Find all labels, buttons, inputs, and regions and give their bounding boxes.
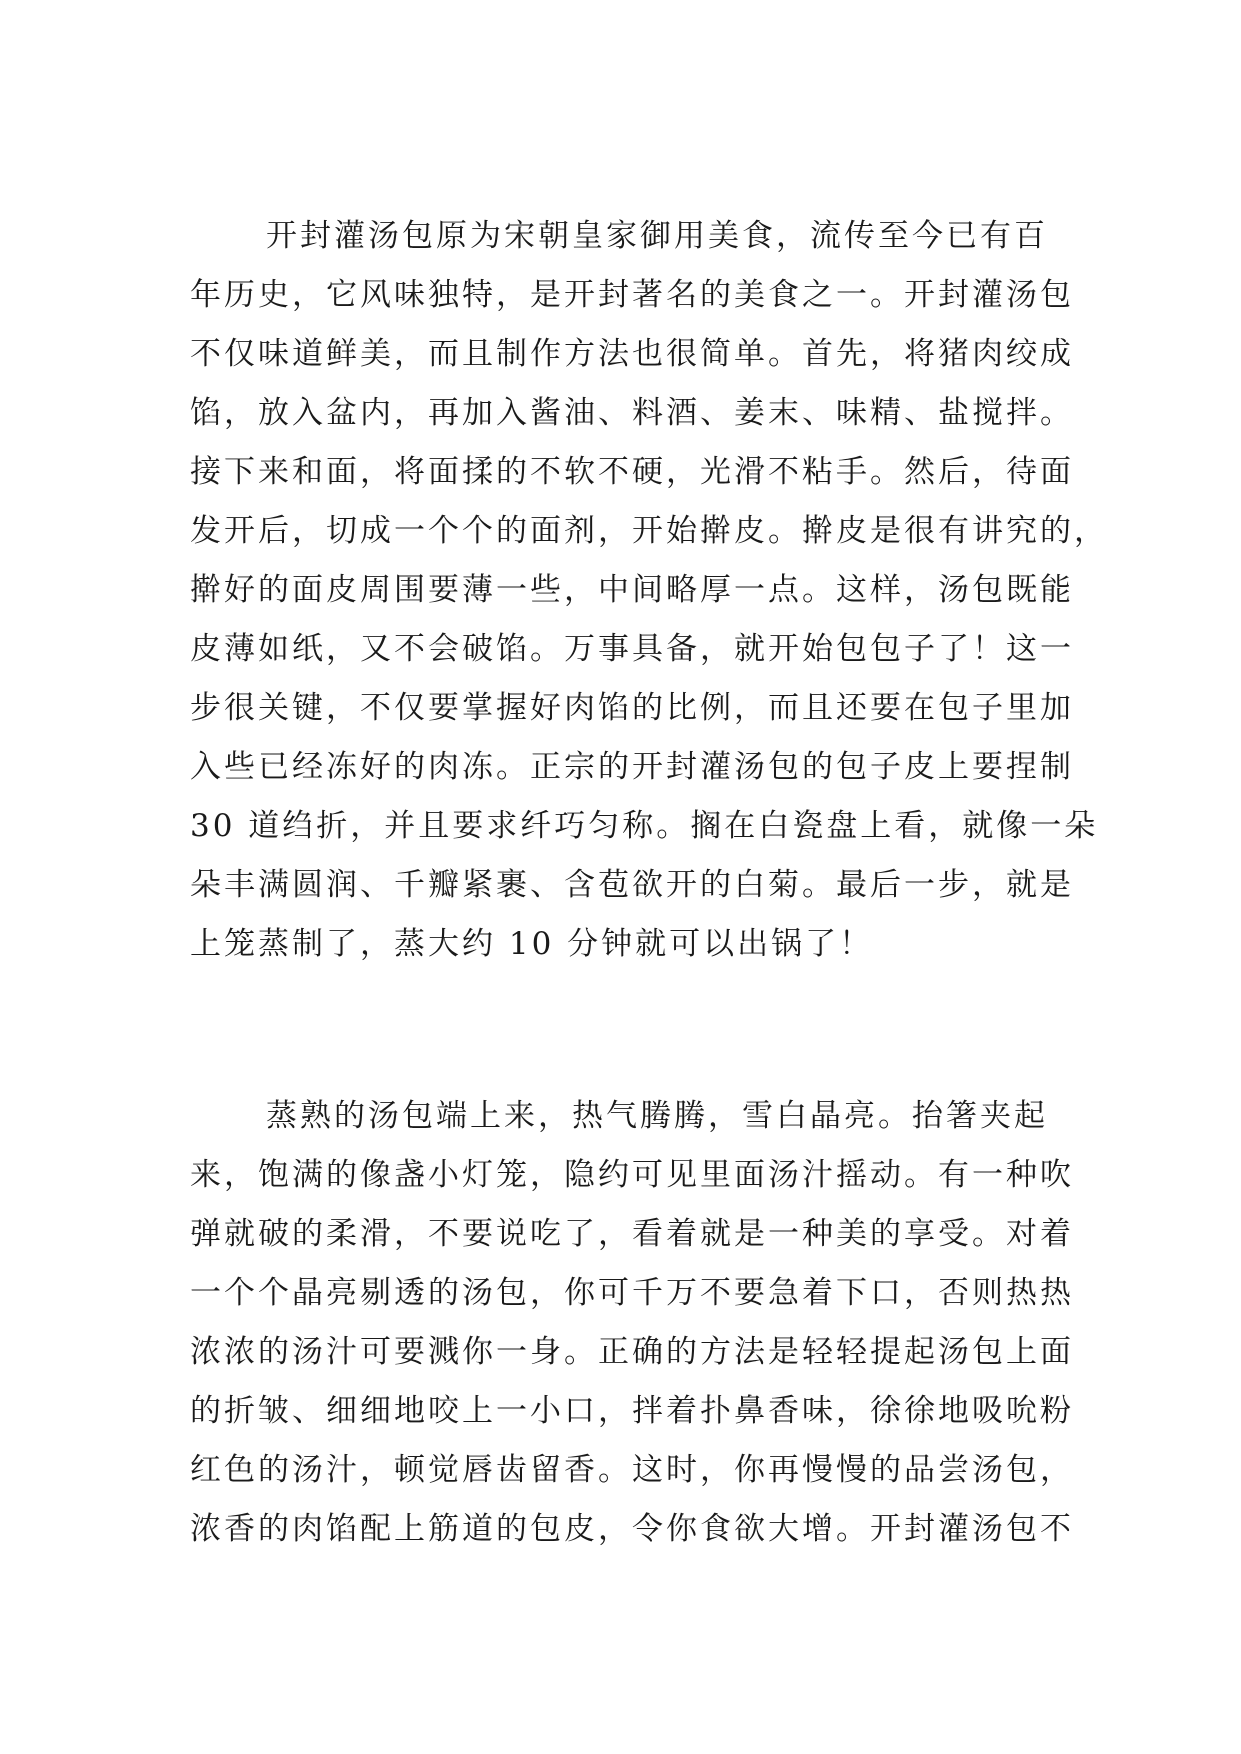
paragraph-line: 红色的汤汁，顿觉唇齿留香。这时，你再慢慢的品尝汤包， [190,1452,1074,1488]
paragraph-line: 开封灌汤包原为宋朝皇家御用美食，流传至今已有百 [266,218,1048,254]
paragraph-line: 一个个晶亮剔透的汤包，你可千万不要急着下口，否则热热 [190,1275,1074,1311]
paragraph-line: 步很关键，不仅要掌握好肉馅的比例，而且还要在包子里加 [190,690,1074,726]
paragraph-line: 来，饱满的像盏小灯笼，隐约可见里面汤汁摇动。有一种吹 [190,1157,1074,1193]
paragraph-line: 浓浓的汤汁可要溅你一身。正确的方法是轻轻提起汤包上面 [190,1334,1074,1370]
paragraph-line: 接下来和面，将面揉的不软不硬，光滑不粘手。然后，待面 [190,454,1074,490]
paragraph-line: 浓香的肉馅配上筋道的包皮，令你食欲大增。开封灌汤包不 [190,1511,1074,1547]
paragraph-line: 的折皱、细细地咬上一小口，拌着扑鼻香味，徐徐地吸吮粉 [190,1393,1074,1429]
paragraph-line: 蒸熟的汤包端上来，热气腾腾，雪白晶亮。抬箸夹起 [266,1098,1048,1134]
paragraph-line: 擀好的面皮周围要薄一些，中间略厚一点。这样，汤包既能 [190,572,1074,608]
paragraph-line: 朵丰满圆润、千瓣紧裹、含苞欲开的白菊。最后一步，就是 [190,867,1074,903]
paragraph-line: 弹就破的柔滑，不要说吃了，看着就是一种美的享受。对着 [190,1216,1074,1252]
paragraph-line: 发开后，切成一个个的面剂，开始擀皮。擀皮是很有讲究的， [190,513,1108,549]
paragraph-line: 30 道绉折，并且要求纤巧匀称。搁在白瓷盘上看，就像一朵 [190,808,1099,844]
paragraph-line: 不仅味道鲜美，而且制作方法也很简单。首先，将猪肉绞成 [190,336,1074,372]
paragraph-line: 上笼蒸制了，蒸大约 10 分钟就可以出锅了！ [190,926,874,962]
paragraph-line: 馅，放入盆内，再加入酱油、料酒、姜末、味精、盐搅拌。 [190,395,1074,431]
paragraph-line: 皮薄如纸，又不会破馅。万事具备，就开始包包子了！这一 [190,631,1074,667]
paragraph-line: 入些已经冻好的肉冻。正宗的开封灌汤包的包子皮上要捏制 [190,749,1074,785]
paragraph-line: 年历史，它风味独特，是开封著名的美食之一。开封灌汤包 [190,277,1074,313]
